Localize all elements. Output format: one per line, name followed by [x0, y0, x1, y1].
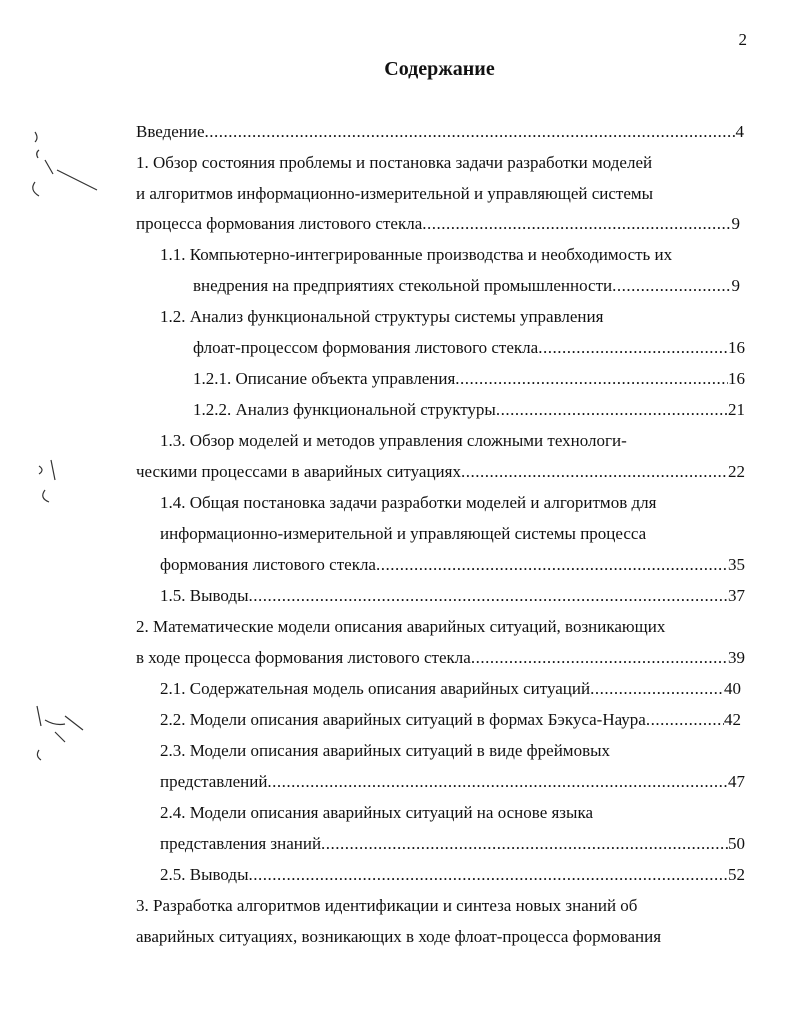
toc-entry	[160, 305, 603, 329]
toc-entry	[136, 894, 637, 918]
toc-entry-page: 16	[728, 369, 745, 388]
toc-entry-title: 2.5. Выводы	[160, 865, 249, 884]
toc-entry-title: 1.2.2. Анализ функциональной структуры	[193, 400, 496, 419]
toc-entry	[160, 708, 741, 732]
dot-leader	[422, 212, 731, 236]
dot-leader	[321, 832, 728, 856]
toc-entry	[193, 336, 745, 360]
dot-leader	[471, 646, 728, 670]
toc-entry	[136, 212, 740, 236]
dot-leader	[461, 460, 728, 484]
toc-entry-title: 1.1. Компьютерно-интегрированные производства и необходимость их	[160, 245, 673, 264]
toc-entry-title: 2.3. Модели описания аварийных ситуаций в виде фреймовых	[160, 741, 611, 760]
toc-entry-page: 4	[735, 122, 744, 141]
toc-entry-title: ческими процессами в аварийных ситуациях	[136, 462, 461, 481]
toc-entry-page: 22	[728, 462, 745, 481]
toc-entry-title: информационно-измерительной и управляющей системы процесса	[160, 524, 647, 543]
toc-entry	[160, 584, 745, 608]
toc-entry-page: 35	[728, 555, 745, 574]
toc-entry-title: 1.2. Анализ функциональной структуры системы управления	[160, 307, 604, 326]
toc-entry	[136, 182, 653, 206]
toc-entry-title: флоат-процессом формования листового стекла	[193, 338, 539, 357]
dot-leader	[455, 367, 728, 391]
toc-entry	[136, 151, 652, 175]
dot-leader	[267, 770, 728, 794]
toc-entry-title: 1.2.1. Описание объекта управления	[193, 369, 456, 388]
dot-leader	[590, 677, 724, 701]
toc-entry	[136, 646, 745, 670]
toc-entry	[160, 243, 672, 267]
toc-entry	[160, 491, 656, 515]
toc-entry	[136, 460, 745, 484]
toc-entry-title: 1. Обзор состояния проблемы и постановка задачи разработки моделей	[136, 153, 653, 172]
toc-entry-title: аварийных ситуациях, возникающих в ходе флоат-процесса формования	[136, 927, 662, 946]
toc-entry-title: процесса формования листового стекла	[136, 214, 423, 233]
toc-entry-title: представления знаний	[160, 834, 322, 853]
toc-entry-page: 9	[731, 214, 740, 233]
toc-entry-page: 37	[728, 586, 745, 605]
toc-entry-title: Введение	[136, 122, 205, 141]
dot-leader	[496, 398, 728, 422]
toc-entry	[160, 553, 745, 577]
toc-entry	[136, 615, 665, 639]
toc-entry-title: 2.4. Модели описания аварийных ситуаций на основе языка	[160, 803, 593, 822]
toc-entry-page: 9	[731, 276, 740, 295]
toc-entry	[193, 274, 740, 298]
toc-entry-page: 42	[724, 710, 741, 729]
page-number: 2	[738, 30, 747, 49]
toc-entry	[160, 677, 741, 701]
toc-entry-page: 21	[728, 400, 745, 419]
toc-entry-page: 40	[724, 679, 741, 698]
toc-entry-title: 3. Разработка алгоритмов идентификации и синтеза новых знаний об	[136, 896, 638, 915]
toc-entry-page: 16	[728, 338, 745, 357]
toc-entry	[136, 120, 744, 144]
toc-entry-title: внедрения на предприятиях стекольной промышленности	[193, 276, 613, 295]
dot-leader	[249, 584, 728, 608]
dot-leader	[538, 336, 728, 360]
dot-leader	[646, 708, 724, 732]
toc-entry-title: 2.2. Модели описания аварийных ситуаций в формах Бэкуса-Наура	[160, 710, 646, 729]
toc-entry	[160, 429, 627, 453]
toc-entry	[160, 832, 745, 856]
page-title: Содержание	[384, 58, 495, 80]
toc-entry-title: представлений	[160, 772, 268, 791]
toc-entry-title: 2. Математические модели описания аварийных ситуаций, возникающих	[136, 617, 666, 636]
toc-entry	[160, 770, 745, 794]
toc-entry-title: в ходе процесса формования листового стекла	[136, 648, 471, 667]
dot-leader	[376, 553, 728, 577]
toc-entry-page: 39	[728, 648, 745, 667]
toc-entry	[193, 398, 745, 422]
toc-entry	[160, 863, 745, 887]
dot-leader	[249, 863, 728, 887]
toc-entry-page: 50	[728, 834, 745, 853]
toc-entry-title: 1.3. Обзор моделей и методов управления сложными технологи-	[160, 431, 627, 450]
dot-leader	[205, 120, 736, 144]
toc-entry	[160, 739, 610, 763]
toc-entry-page: 52	[728, 865, 745, 884]
toc-entry-title: формования листового стекла	[160, 555, 376, 574]
toc-entry	[136, 925, 661, 949]
toc-entry-title: 1.4. Общая постановка задачи разработки моделей и алгоритмов для	[160, 493, 657, 512]
toc-entry	[193, 367, 745, 391]
toc-entry-title: 2.1. Содержательная модель описания аварийных ситуаций	[160, 679, 591, 698]
toc-entry	[160, 522, 646, 546]
dot-leader	[612, 274, 731, 298]
toc-entry-title: 1.5. Выводы	[160, 586, 249, 605]
toc-entry	[160, 801, 593, 825]
toc-entry-page: 47	[728, 772, 745, 791]
toc-entry-title: и алгоритмов информационно-измерительной и управляющей системы	[136, 184, 654, 203]
